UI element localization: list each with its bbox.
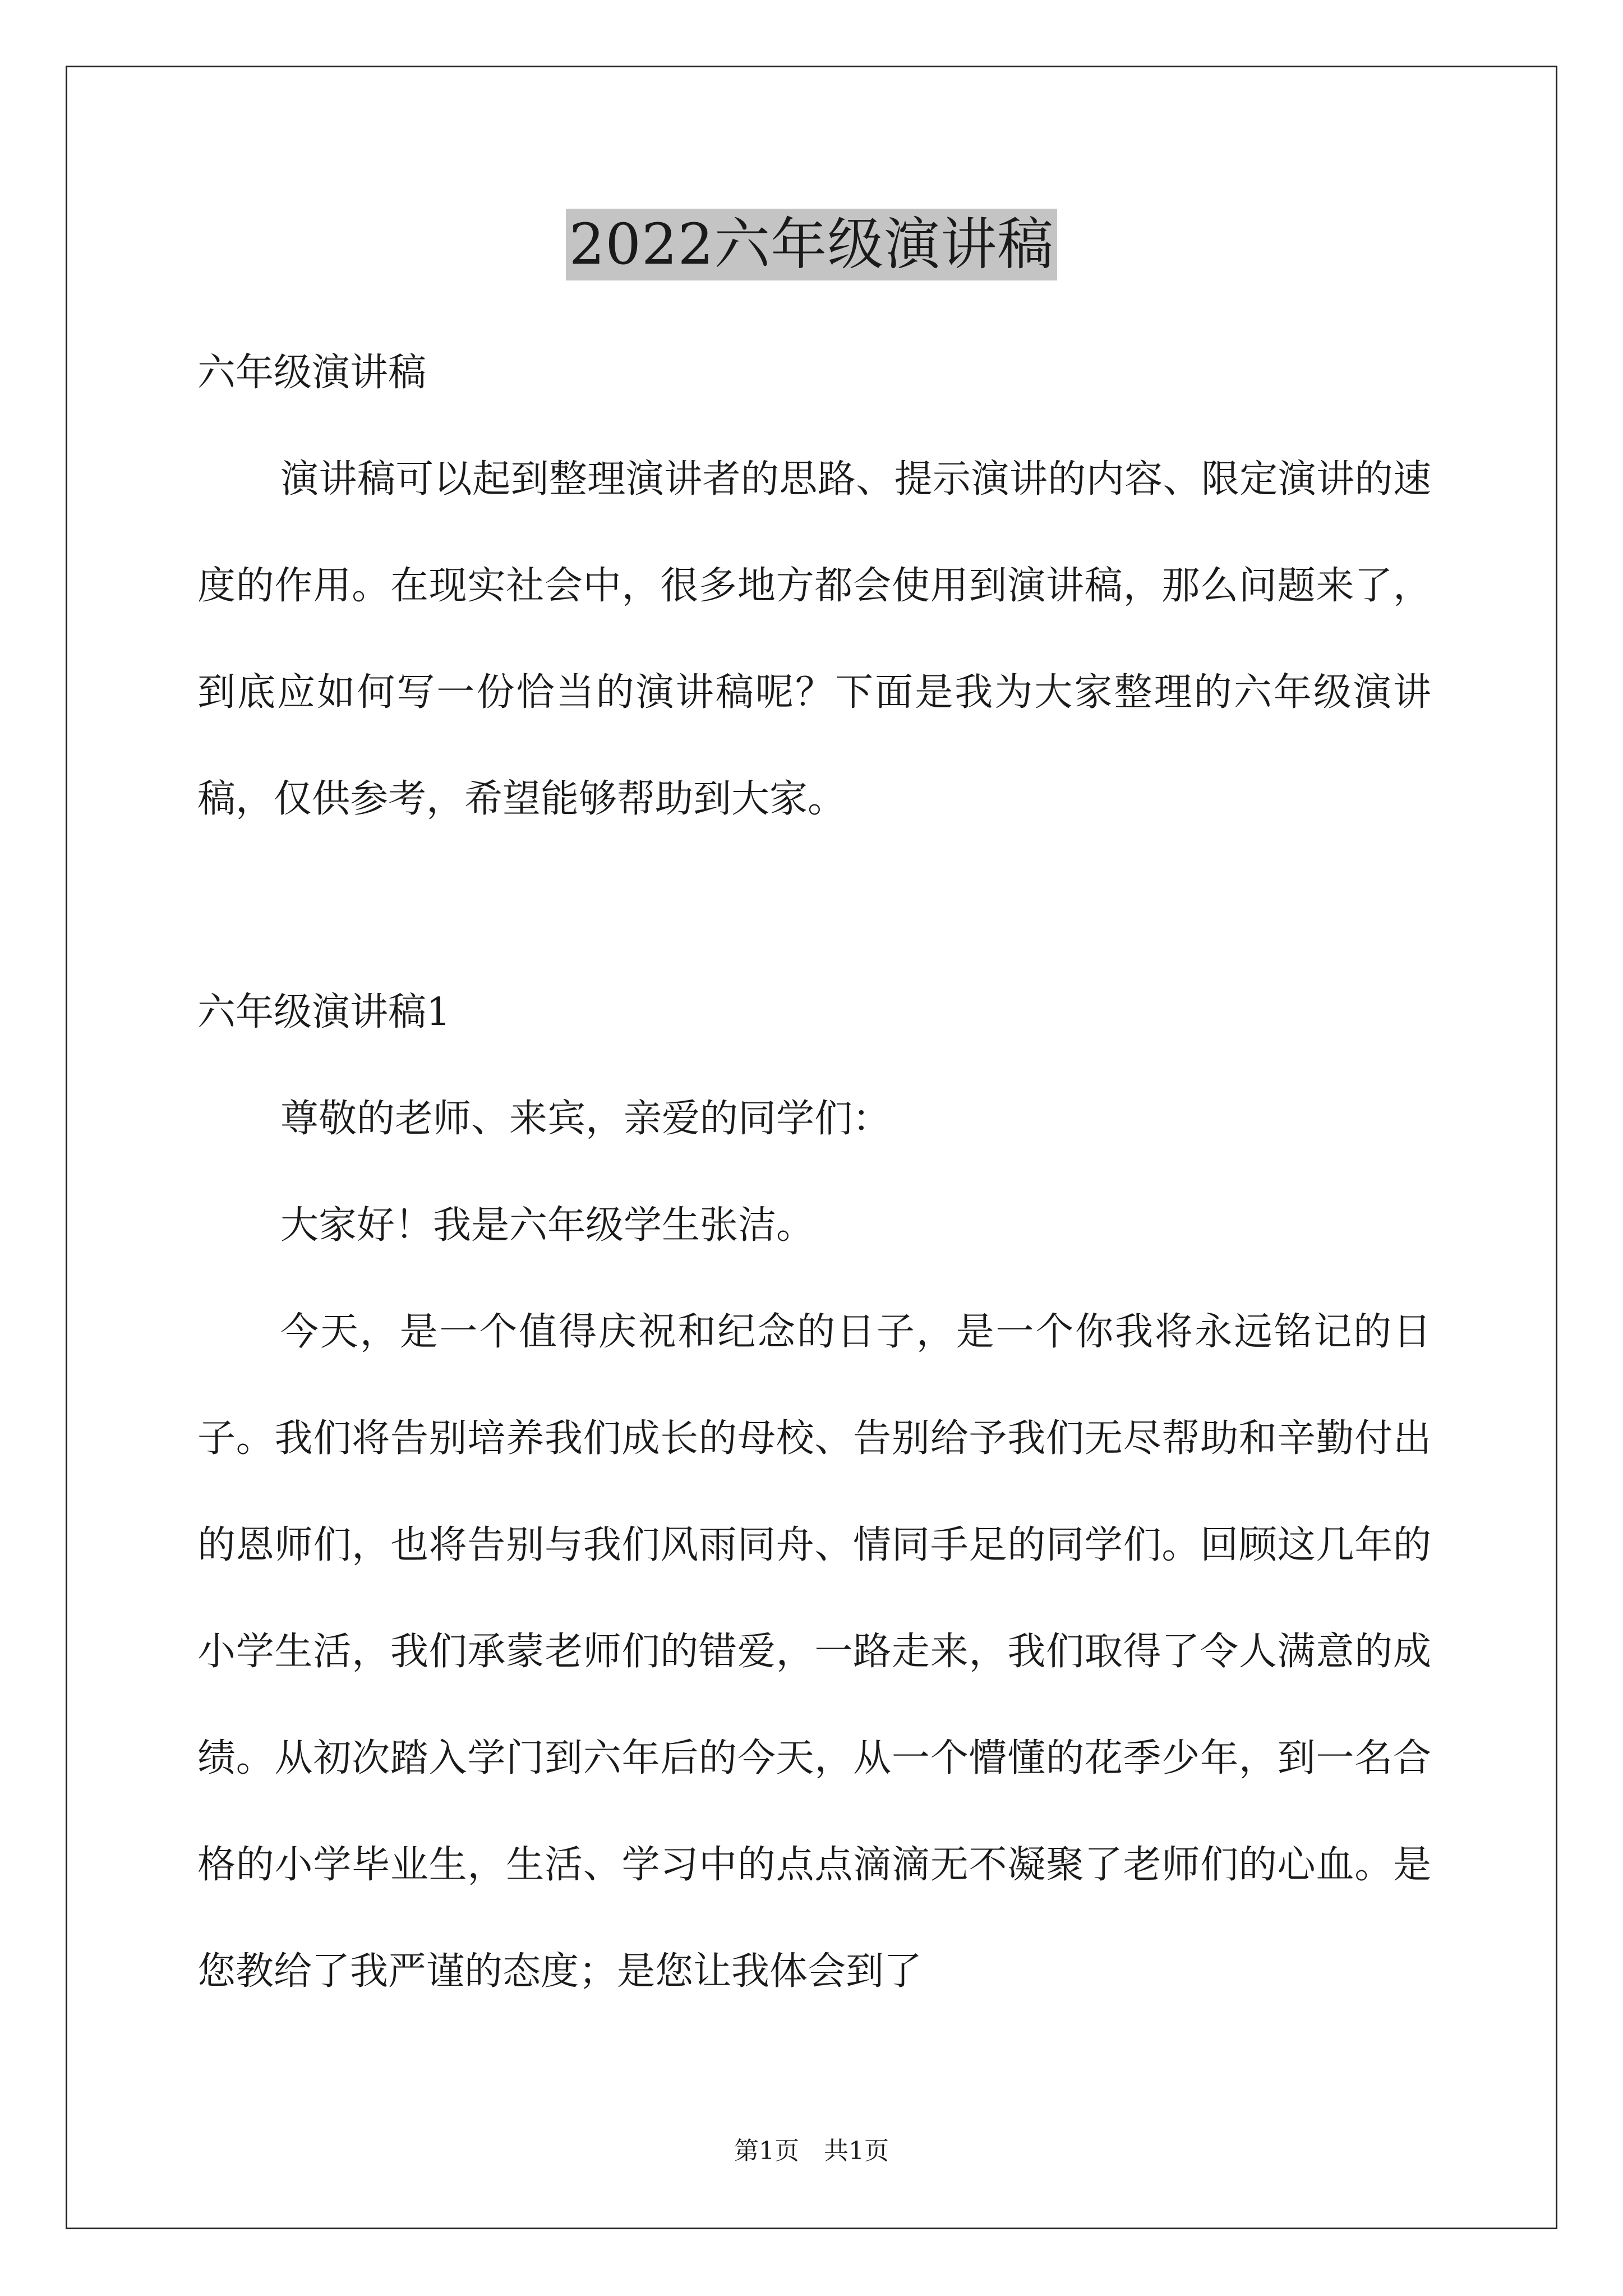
- document-body: [197, 320, 1431, 2025]
- title-wrapper: [0, 209, 1623, 280]
- blank-line: [197, 853, 1431, 959]
- page-footer: 第1页 共1页: [734, 2137, 889, 2165]
- section-heading: 六年级演讲稿1: [197, 990, 451, 1034]
- document-title: 2022六年级演讲稿: [566, 209, 1058, 280]
- intro-paragraph: 演讲稿可以起到整理演讲者的思路、提示演讲的内容、限定演讲的速度的作用。在现实社会中，很多地方都会使用到演讲稿，那么问题来了，到底应如何写一份恰当的演讲稿呢？下面是我为大家整理的六年级演讲稿，仅供参考，希望能够帮助到大家。: [197, 457, 1431, 821]
- body-paragraph: 今天，是一个值得庆祝和纪念的日子，是一个你我将永远铭记的日子。我们将告别培养我们成长的母校、告别给予我们无尽帮助和辛勤付出的恩师们，也将告别与我们风雨同舟、情同手足的同学们。回顾这几年的小学生活，我们承蒙老师们的错爱，一路走来，我们取得了令人满意的成绩。从初次踏入学门到六年后的今天，从一个懵懂的花季少年，到一名合格的小学毕业生，生活、学习中的点点滴滴无不凝聚了老师们的心血。是您教给了我严谨的态度；是您让我体会到了: [197, 1310, 1431, 1994]
- document-heading: 六年级演讲稿: [197, 351, 427, 395]
- greeting-line: 尊敬的老师、来宾，亲爱的同学们：: [280, 1097, 891, 1141]
- self-intro-line: 大家好！我是六年级学生张洁。: [280, 1203, 815, 1248]
